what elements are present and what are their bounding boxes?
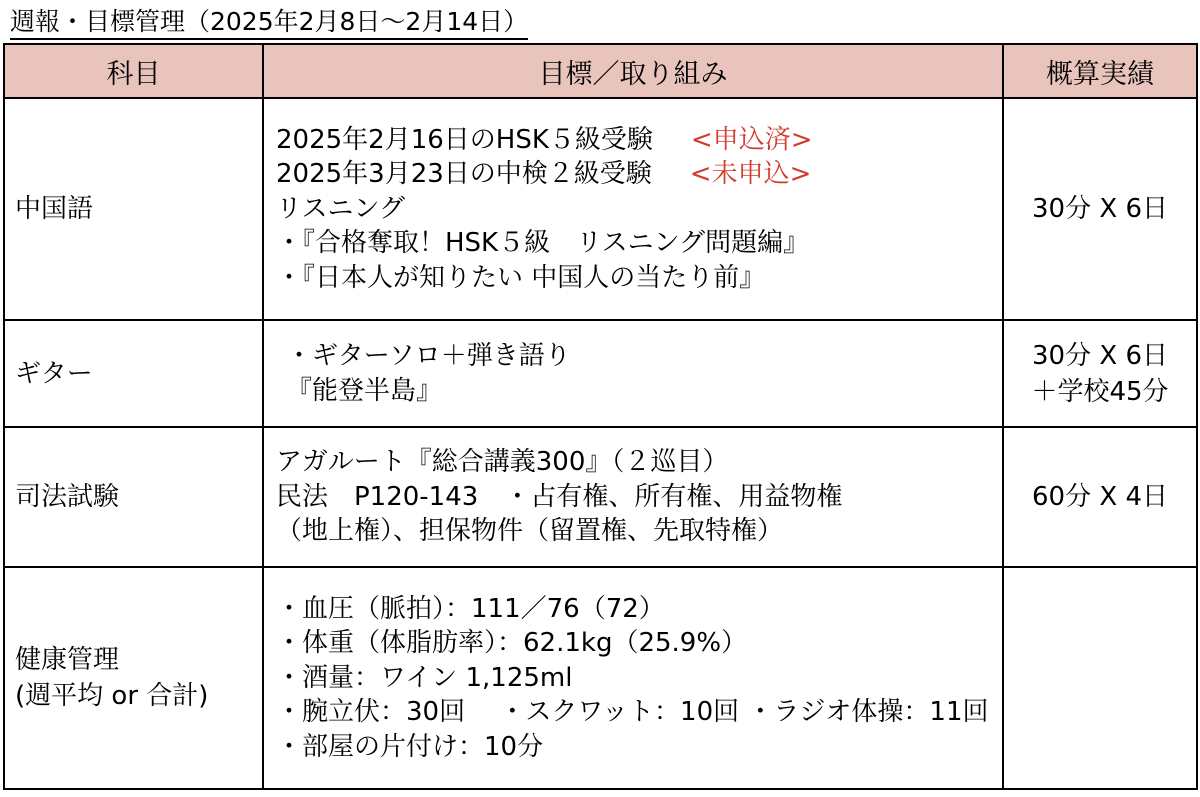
goal-line: ・腕立伏：30回 ・スクワット：10回 ・ラジオ体操：11回 xyxy=(276,697,989,728)
status-badge-applied: <申込済> xyxy=(690,124,813,155)
subject-cell xyxy=(4,320,263,427)
header-goal: 目標／取り組み xyxy=(263,44,1003,98)
subject-label: ギター xyxy=(15,358,93,389)
subject-sublabel: (週平均 or 合計) xyxy=(15,681,209,711)
result-line: 60分 X 4日 xyxy=(1032,482,1168,512)
goal-cell xyxy=(263,567,1003,789)
result-line: 30分 X 6日 xyxy=(1032,194,1168,224)
goal-line-text: 2025年2月16日のHSK５級受験 xyxy=(276,124,653,155)
goal-line: （地上権）、担保物件（留置権、先取特権） xyxy=(276,516,784,547)
result-cell xyxy=(1003,98,1197,320)
status-badge-not-applied: <未申込> xyxy=(689,159,812,190)
table-row xyxy=(4,320,1197,427)
goal-line: 民法 P120-143 ・占有権、所有権、用益物権 xyxy=(276,481,843,512)
table-header-row xyxy=(4,44,1197,98)
goal-line: リスニング xyxy=(276,193,405,224)
goal-cell xyxy=(263,98,1003,320)
goal-line-text: 2025年3月23日の中検２級受験 xyxy=(276,159,652,190)
goal-line xyxy=(276,123,1002,158)
goal-line: ・部屋の片付け：10分 xyxy=(276,731,544,762)
goal-line: アガルート『総合講義300』（２巡目） xyxy=(276,447,729,478)
result-line: ＋学校45分 xyxy=(1031,376,1169,407)
table-row xyxy=(4,427,1197,567)
weekly-goals-table xyxy=(3,43,1198,790)
goal-line: 『能登半島』 xyxy=(286,375,443,406)
goal-line: ・血圧（脈拍）：111／76（72） xyxy=(276,593,665,624)
result-cell xyxy=(1003,320,1197,427)
subject-label: 中国語 xyxy=(15,194,94,224)
subject-label: 健康管理 xyxy=(15,645,120,675)
goal-line: ・体重（体脂肪率）：62.1kg（25.9%） xyxy=(276,628,748,659)
result-line: 30分 X 6日 xyxy=(1032,340,1168,371)
goal-line xyxy=(276,157,1002,192)
result-cell xyxy=(1003,427,1197,567)
subject-cell xyxy=(4,98,263,320)
header-subject: 科目 xyxy=(4,44,263,98)
table-row xyxy=(4,567,1197,789)
page-title: 週報・目標管理（2025年2月8日〜2月14日） xyxy=(10,6,528,40)
goal-line: ・『合格奪取！HSK５級 リスニング問題編』 xyxy=(276,228,810,259)
goal-line: ・『日本人が知りたい 中国人の当たり前』 xyxy=(276,262,766,293)
goal-cell xyxy=(263,427,1003,567)
result-cell xyxy=(1003,567,1197,789)
goal-line: ・酒量：ワイン 1,125ml xyxy=(276,662,573,693)
table-row xyxy=(4,98,1197,320)
goal-cell xyxy=(263,320,1003,427)
goal-line: ・ギターソロ＋弾き語り xyxy=(286,341,571,371)
subject-cell xyxy=(4,427,263,567)
subject-cell xyxy=(4,567,263,789)
header-result: 概算実績 xyxy=(1003,44,1197,98)
subject-label: 司法試験 xyxy=(15,482,120,512)
